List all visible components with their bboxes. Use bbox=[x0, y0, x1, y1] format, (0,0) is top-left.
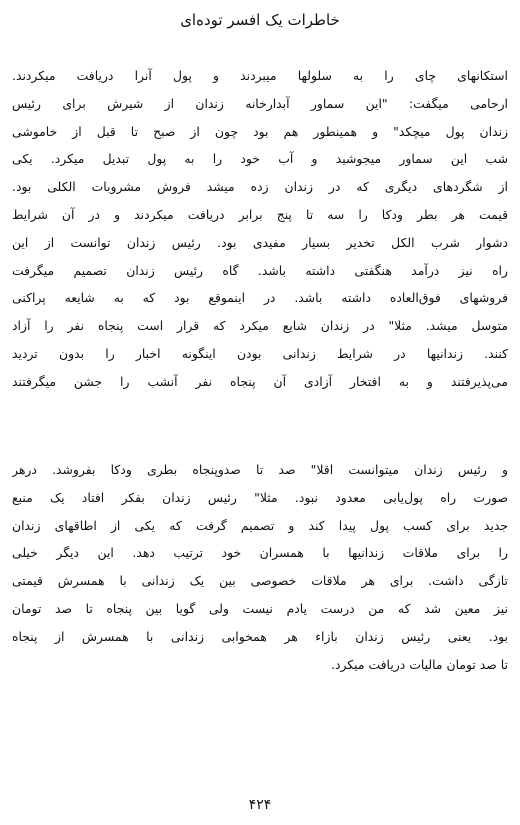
text-line: جدید برای کسب پول پیدا کند و تصمیم گرفت که یکی از اطاقهای زندان bbox=[12, 517, 508, 533]
page-number: ۴۲۴ bbox=[248, 797, 272, 813]
text-line: تا صد تومان مالیات دریافت میکرد. bbox=[331, 656, 508, 672]
paragraph-1 bbox=[12, 62, 508, 396]
text-line: از شگردهای دیگری که در زندان زده میشد فروش مشروبات الکلی بود. bbox=[12, 179, 508, 195]
text-line: بود. یعنی رئیس زندان بازاء هر همخوابی زندانی با همسرش از پنجاه bbox=[12, 628, 508, 644]
text-line: ارحامی میگفت: "این سماور آبدارخانه زندان از شیرش برای رئیس bbox=[12, 95, 508, 111]
text-line: می‌پذیرفتند و به افتخار آزادی آن پنجاه نفر آنشب را جشن میگرفتند bbox=[12, 373, 508, 389]
paragraph-2 bbox=[12, 456, 508, 678]
text-line: و رئیس زندان میتوانست اقلا" صد تا صدوپنجاه بطری ودکا بفروشد. درهر bbox=[12, 462, 508, 477]
text-line: شب این سماور میجوشید و آب خود را به پول تبدیل میکرد. یکی bbox=[12, 151, 508, 167]
text-line: تازگی داشت. برای هر ملاقات خصوصی بین یک زندانی با همسرش قیمتی bbox=[12, 573, 508, 589]
text-line: کنند. زندانیها در شرایط زندانی بودن اینگونه اخبار را بدون تردید bbox=[12, 345, 508, 361]
text-line: استکانهای چای را به سلولها میبردند و پول آنرا دریافت میکردند. bbox=[12, 68, 508, 83]
text-line: فروشهای فوق‌العاده داشته باشد. در اینموقع بود که به شایعه پراکنی bbox=[12, 290, 508, 306]
text-line: صورت راه پول‌یابی معدود نبود. مثلا" رئیس زندان بفکر افتاد یک منبع bbox=[12, 489, 508, 505]
text-line: دشوار شرب الکل تخدیر بسیار مفیدی بود. رئیس زندان توانست از این bbox=[12, 234, 508, 250]
text-line: را برای ملاقات زندانیها با همسران خود ترتیب دهد. این دیگر خیلی bbox=[12, 545, 508, 561]
text-line: نیز معین شد که من درست یادم نیست ولی گویا بین پنجاه تا صد تومان bbox=[12, 600, 508, 616]
text-line: راه نیز درآمد هنگفتی داشته باشد. گاه رئیس زندان تصمیم میگرفت bbox=[12, 262, 508, 278]
text-line: قیمت هر بطر ودکا را سه تا پنج برابر دریافت میکردند و در آن شرایط bbox=[12, 206, 508, 222]
running-header: خاطرات یک افسر توده‌ای bbox=[180, 11, 340, 29]
text-line: زندان پول میچکد" و همینطور هم بود چون از صبح تا قبل از خاموشی bbox=[12, 123, 508, 139]
text-line: متوسل میشد. مثلا" در زندان شایع میکرد که قرار است پنجاه نفر را آزاد bbox=[12, 318, 508, 334]
